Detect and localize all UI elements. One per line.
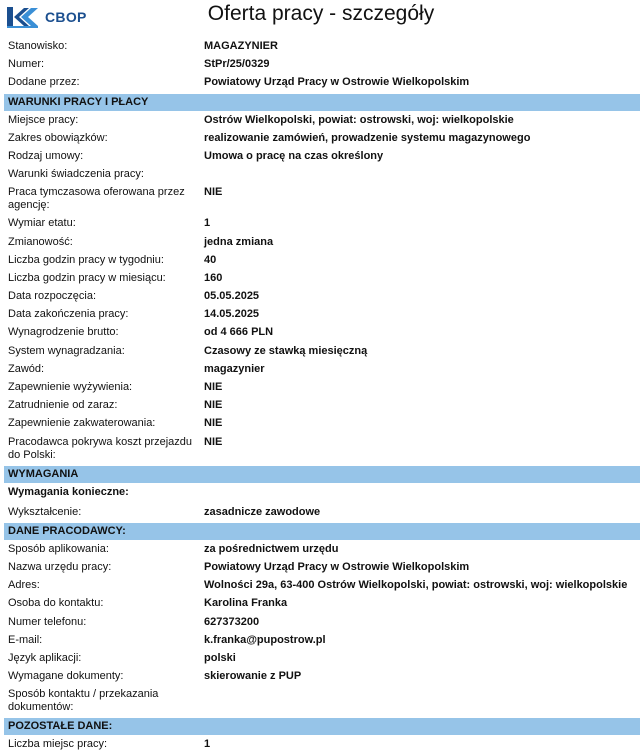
- field-value: polski: [204, 651, 236, 664]
- field-value: skierowanie z PUP: [204, 670, 302, 683]
- section-header-pozostale: POZOSTAŁE DANE:: [4, 718, 640, 735]
- field-value: magazynier: [204, 362, 265, 375]
- info-row: [4, 541, 640, 559]
- info-row: [4, 397, 640, 415]
- field-label: Wymagane dokumenty:: [8, 670, 124, 683]
- info-row: [4, 686, 640, 717]
- info-row: [4, 415, 640, 433]
- info-row: [4, 504, 640, 522]
- field-value: Ostrów Wielkopolski, powiat: ostrowski, woj: wielkopolskie: [204, 113, 514, 126]
- field-value: za pośrednictwem urzędu: [204, 542, 339, 555]
- info-row: [4, 184, 640, 215]
- field-label: Sposób aplikowania:: [8, 542, 109, 555]
- info-row: [4, 559, 640, 577]
- field-value: Umowa o pracę na czas określony: [204, 149, 384, 162]
- field-value: Czasowy ze stawką miesięczną: [204, 344, 368, 357]
- field-label: Zapewnienie wyżywienia:: [8, 381, 133, 393]
- field-value: Wolności 29a, 63-400 Ostrów Wielkopolski, powiat: ostrowski, woj: wielkopolskie: [204, 579, 628, 592]
- field-value: Powiatowy Urząd Pracy w Ostrowie Wielkopolskim: [204, 76, 470, 89]
- section-header-wymagania: WYMAGANIA: [4, 466, 640, 483]
- field-label: Liczba godzin pracy w tygodniu:: [8, 253, 164, 266]
- field-label: Zmianowość:: [8, 235, 73, 248]
- offer-details: [4, 38, 640, 754]
- info-row: [4, 148, 640, 166]
- field-label: Osoba do kontaktu:: [8, 597, 104, 610]
- field-label: Praca tymczasowa oferowana przez agencję:: [8, 186, 185, 212]
- field-value: k.franka@pupostrow.pl: [204, 633, 326, 646]
- info-row: [4, 56, 640, 74]
- section-header-pracodawca: DANE PRACODAWCY:: [4, 523, 640, 540]
- subsection-title: Wymagania konieczne:: [8, 485, 129, 498]
- field-value: 05.05.2025: [204, 290, 260, 303]
- info-row: [4, 668, 640, 686]
- section-wymagania: [4, 504, 640, 522]
- info-row: [4, 252, 640, 270]
- field-label: System wynagradzania:: [8, 344, 125, 357]
- field-label: Nazwa urzędu pracy:: [8, 560, 112, 573]
- field-label: Pracodawca pokrywa koszt przejazdu do Polski:: [8, 435, 193, 461]
- section-pozostale: [4, 736, 640, 754]
- info-row: [4, 343, 640, 361]
- info-row: [4, 234, 640, 252]
- field-value: 1: [204, 738, 211, 751]
- field-label: Liczba godzin pracy w miesiącu:: [8, 271, 166, 284]
- field-label: Numer telefonu:: [8, 615, 87, 628]
- field-label: Sposób kontaktu / przekazania dokumentów:: [8, 688, 159, 714]
- top-info: [4, 38, 640, 93]
- info-row: [4, 650, 640, 668]
- info-row: [4, 736, 640, 754]
- field-value: Karolina Franka: [204, 597, 288, 610]
- field-value: jedna zmiana: [204, 235, 274, 248]
- field-value: zasadnicze zawodowe: [204, 505, 321, 518]
- field-value: 1: [204, 217, 211, 230]
- info-row: [4, 595, 640, 613]
- field-label: Dodane przez:: [8, 76, 80, 89]
- field-label: Zapewnienie zakwaterowania:: [8, 417, 156, 430]
- field-value: NIE: [204, 399, 223, 412]
- info-row: [4, 74, 640, 92]
- field-label: Miejsce pracy:: [8, 113, 79, 126]
- field-label: Data rozpoczęcia:: [8, 290, 97, 303]
- field-label: Rodzaj umowy:: [8, 149, 84, 162]
- field-label: Numer:: [8, 58, 45, 71]
- page-title: Oferta pracy - szczegóły: [207, 2, 435, 25]
- info-row: [4, 632, 640, 650]
- field-label: Stanowisko:: [8, 40, 68, 52]
- field-value: od 4 666 PLN: [204, 326, 274, 339]
- info-row: [4, 434, 640, 465]
- info-row: [4, 130, 640, 148]
- info-row: [4, 614, 640, 632]
- field-label: Zakres obowiązków:: [8, 131, 108, 144]
- field-value: [204, 166, 640, 168]
- field-label: Wykształcenie:: [8, 505, 82, 518]
- info-row: [4, 306, 640, 324]
- field-label: Wynagrodzenie brutto:: [8, 326, 119, 339]
- field-value: NIE: [204, 381, 223, 393]
- field-value: 14.05.2025: [204, 308, 260, 321]
- logo-text: CBOP: [45, 9, 87, 25]
- info-row: [4, 38, 640, 56]
- field-label: Zawód:: [8, 362, 45, 375]
- field-value: 160: [204, 271, 223, 284]
- field-value: 40: [204, 253, 217, 266]
- field-label: Wymiar etatu:: [8, 217, 76, 230]
- section-header-warunki: WARUNKI PRACY I PŁACY: [4, 94, 640, 111]
- field-value: NIE: [204, 435, 223, 448]
- field-label: Data zakończenia pracy:: [8, 308, 129, 321]
- field-value: [204, 686, 640, 688]
- field-value: Powiatowy Urząd Pracy w Ostrowie Wielkopolskim: [204, 560, 470, 573]
- field-value: NIE: [204, 186, 223, 199]
- info-row: [4, 324, 640, 342]
- section-warunki: [4, 112, 640, 465]
- field-label: Język aplikacji:: [8, 651, 82, 664]
- info-row: [4, 112, 640, 130]
- field-label: E-mail:: [8, 633, 43, 646]
- field-value: NIE: [204, 417, 223, 430]
- field-label: Liczba miejsc pracy:: [8, 738, 108, 751]
- field-label: Warunki świadczenia pracy:: [8, 168, 144, 181]
- info-row: [4, 361, 640, 379]
- field-value: realizowanie zamówień, prowadzenie systemu magazynowego: [204, 131, 531, 144]
- info-row: [4, 379, 640, 397]
- section-pracodawca: [4, 541, 640, 718]
- info-row: [4, 166, 640, 184]
- page-header: [0, 0, 642, 38]
- field-label: Adres:: [8, 579, 40, 592]
- info-row: [4, 215, 640, 233]
- field-value: StPr/25/0329: [204, 58, 270, 71]
- field-value: 627373200: [204, 615, 260, 628]
- info-row: [4, 577, 640, 595]
- field-label: Zatrudnienie od zaraz:: [8, 399, 118, 412]
- info-row: [4, 288, 640, 306]
- field-value: MAGAZYNIER: [204, 40, 278, 52]
- info-row: [4, 270, 640, 288]
